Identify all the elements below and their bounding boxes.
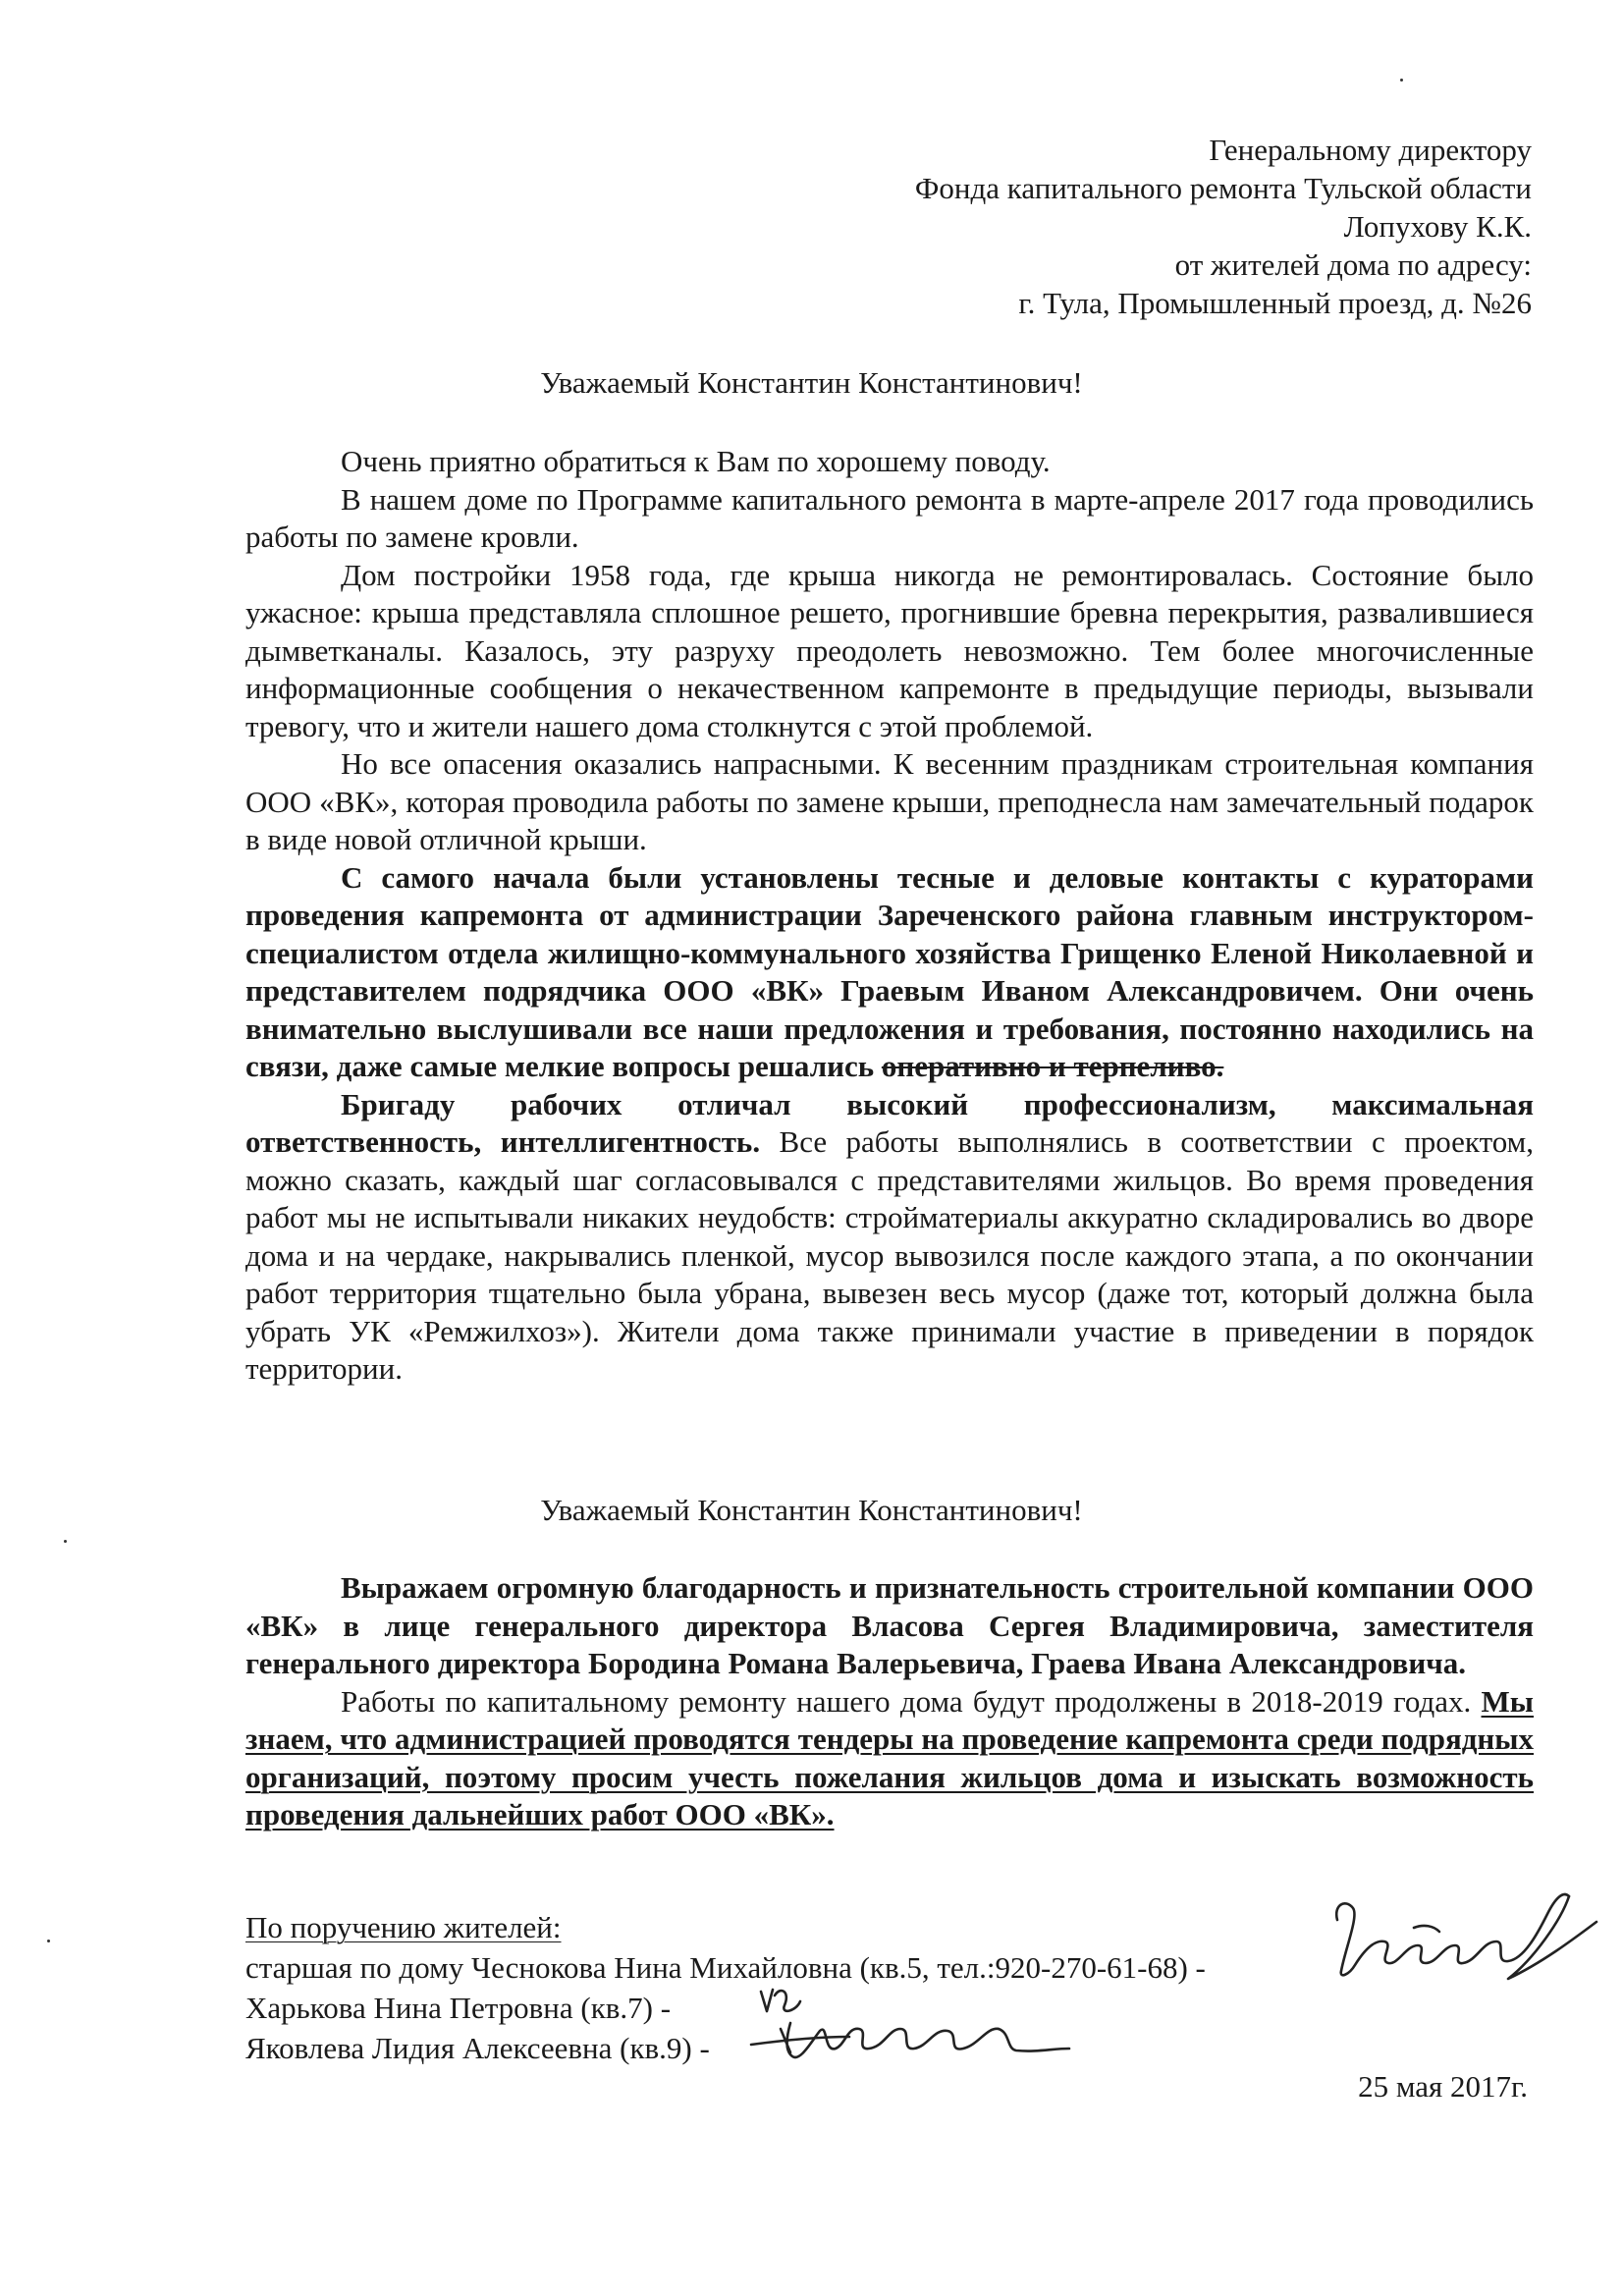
- bold-underlined-text: Мы знаем, что администрацией проводятся тендеры на проведение капремонта среди подрядных организаций, поэтому просим учесть пожелания жильцов дома и изыскать возможность проведения дальнейших работ ООО «ВК».: [245, 1683, 1534, 1831]
- signature-icon: [1316, 1881, 1610, 1994]
- paragraph: [245, 1683, 1534, 1834]
- letter-body-part-2: [245, 1569, 1534, 1834]
- signer-line: Яковлева Лидия Алексеевна (кв.9) -: [245, 2031, 710, 2065]
- signer-line: старшая по дому Чеснокова Нина Михайловна (кв.5, тел.:920-270-61-68) -: [245, 1950, 1206, 1985]
- scan-speck: [64, 1540, 67, 1543]
- bold-text: С самого начала были установлены тесные и деловые контакты с кураторами проведения капремонта от администрации Зареченского района главным инструктором-специалистом отдела жилищно-коммунального хозяйства Грищенко Еленой Николаевной и представителем подрядчика ООО «ВК» Граевым Иваном Александровичем. Они очень внимательно выслушивали все наши предложения и требования, постоянно находились на связи, даже самые мелкие вопросы решались: [245, 859, 1534, 1083]
- addressee-line: Фонда капитального ремонта Тульской области: [914, 171, 1532, 205]
- paragraph: Дом постройки 1958 года, где крыша никогда не ремонтировалась. Состояние было ужасное: крыша представляла сплошное решето, прогнившие бревна перекрытия, развалившиеся дымветканалы. Казалось, эту разруху преодолеть невозможно. Тем более многочисленные информационные сообщения о некачественном капремонте в предыдущие периоды, вызывали тревогу, что и жители нашего дома столкнутся с этой проблемой.: [245, 557, 1534, 743]
- greeting: Уважаемый Константин Константинович!: [540, 365, 1083, 400]
- addressee-line: г. Тула, Промышленный проезд, д. №26: [1018, 286, 1532, 320]
- paragraph: Но все опасения оказались напрасными. К весенним праздникам строительная компания ООО «ВК», которая проводила работы по замене крыши, преподнесла нам замечательный подарок в виде новой отличной крыши.: [245, 746, 1534, 856]
- addressee-line: от жителей дома по адресу:: [1174, 247, 1532, 282]
- regular-text: Работы по капитальному ремонту нашего дома будут продолжены в 2018-2019 годах.: [341, 1683, 1482, 1719]
- struck-text: оперативно и терпеливо.: [881, 1049, 1224, 1083]
- addressee-block: [550, 131, 1532, 322]
- signer-line: Харькова Нина Петровна (кв.7) -: [245, 1991, 672, 2025]
- scan-speck: [47, 1940, 50, 1942]
- addressee-line: Лопухову К.К.: [1343, 209, 1532, 244]
- paragraph: В нашем доме по Программе капитального ремонта в марте-апреле 2017 года проводились работы по замене кровли.: [245, 481, 1534, 554]
- greeting-repeat: Уважаемый Константин Константинович!: [540, 1493, 1083, 1527]
- bold-text: Бригаду рабочих отличал высокий профессионализм, максимальная ответственность, интеллигентность.: [245, 1086, 1534, 1159]
- paragraph-bold: [245, 1569, 1534, 1683]
- signature-icon: [741, 1972, 1075, 2070]
- paragraph-bold: [245, 859, 1534, 1086]
- bold-text: Выражаем огромную благодарность и признательность строительной компании ООО «ВК» в лице генерального директора Власова Сергея Владимировича, заместителя генерального директора Бородина Романа Валерьевича, Граева Ивана Александровича.: [245, 1570, 1534, 1680]
- regular-text: Все работы выполнялись в соответствии с проектом, можно сказать, каждый шаг согласовывался с представителями жильцов. Во время проведения работ мы не испытывали никаких неудобств: стройматериалы аккуратно складировались во дворе дома и на чердаке, накрывались пленкой, мусор вывозился после каждого этапа, а по окончании работ территория тщательно была убрана, вывезен весь мусор (даже тот, который должна была убрать УК «Ремжилхоз»). Жители дома также принимали участие в приведении в порядок территории.: [245, 1124, 1534, 1386]
- paragraph: [245, 1086, 1534, 1389]
- scan-speck: [1400, 79, 1403, 82]
- addressee-line: Генеральному директору: [1209, 133, 1532, 167]
- letter-body-part-1: [245, 443, 1534, 1389]
- letter-date: 25 мая 2017г.: [1358, 2069, 1528, 2104]
- signers-heading: По поручению жителей:: [245, 1910, 562, 1944]
- paragraph: Очень приятно обратиться к Вам по хорошему поводу.: [341, 444, 1051, 478]
